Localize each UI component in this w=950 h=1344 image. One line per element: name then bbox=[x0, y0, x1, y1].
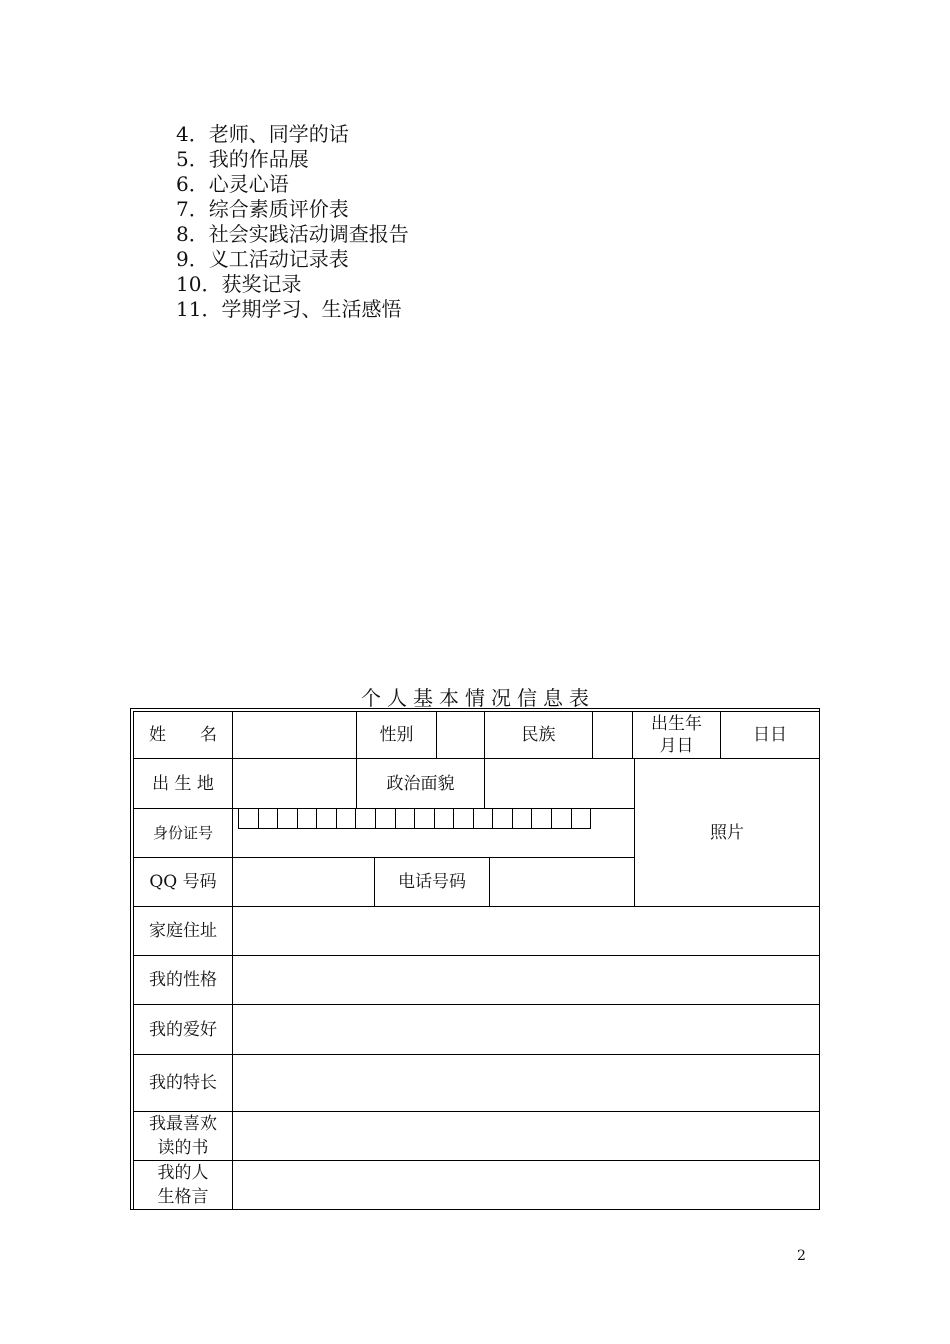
page-number: 2 bbox=[797, 1248, 806, 1264]
id-digit-box[interactable] bbox=[259, 809, 279, 828]
name-field[interactable] bbox=[233, 711, 357, 759]
id-digit-box[interactable] bbox=[317, 809, 337, 828]
id-digit-box[interactable] bbox=[376, 809, 396, 828]
specialty-label: 我的特长 bbox=[133, 1055, 233, 1112]
id-label: 身份证号 bbox=[133, 809, 233, 858]
favorite-book-label bbox=[133, 1112, 233, 1161]
table-of-contents bbox=[176, 122, 409, 322]
id-digit-box[interactable] bbox=[396, 809, 416, 828]
id-digit-box[interactable] bbox=[474, 809, 494, 828]
address-label: 家庭住址 bbox=[133, 907, 233, 956]
motto-label-line1: 我的人 bbox=[157, 1163, 209, 1183]
motto-label bbox=[133, 1161, 233, 1209]
qq-field[interactable] bbox=[233, 858, 375, 907]
id-digit-box[interactable] bbox=[572, 809, 591, 828]
id-digit-box[interactable] bbox=[493, 809, 513, 828]
toc-item: 9．义工活动记录表 bbox=[176, 247, 349, 271]
gender-label: 性别 bbox=[357, 711, 437, 759]
hobby-field[interactable] bbox=[233, 1005, 819, 1055]
form-title: 个人基本情况信息表 bbox=[361, 686, 595, 710]
gender-field[interactable] bbox=[437, 711, 485, 759]
motto-label-line2: 生格言 bbox=[157, 1187, 209, 1207]
political-field[interactable] bbox=[485, 759, 635, 809]
hobby-label: 我的爱好 bbox=[133, 1005, 233, 1055]
toc-item: 7．综合素质评价表 bbox=[176, 197, 349, 221]
phone-field[interactable] bbox=[490, 858, 635, 907]
personal-info-form bbox=[130, 708, 820, 1210]
personality-field[interactable] bbox=[233, 956, 819, 1005]
id-digit-box[interactable] bbox=[532, 809, 552, 828]
id-digit-box[interactable] bbox=[337, 809, 357, 828]
motto-field[interactable] bbox=[233, 1161, 819, 1209]
id-number-boxes[interactable] bbox=[238, 808, 591, 829]
birth-date-label-line2: 月日 bbox=[659, 736, 694, 756]
id-digit-box[interactable] bbox=[552, 809, 572, 828]
photo-area: 照片 bbox=[635, 759, 819, 907]
id-digit-box[interactable] bbox=[356, 809, 376, 828]
form-grid bbox=[133, 711, 817, 1207]
toc-item: 8．社会实践活动调查报告 bbox=[176, 222, 409, 246]
birth-date-field[interactable]: 日日 bbox=[721, 711, 819, 759]
qq-label: QQ 号码 bbox=[133, 858, 233, 907]
id-digit-box[interactable] bbox=[435, 809, 455, 828]
id-digit-box[interactable] bbox=[298, 809, 318, 828]
id-digit-box[interactable] bbox=[415, 809, 435, 828]
birth-date-label bbox=[633, 711, 721, 759]
id-digit-box[interactable] bbox=[278, 809, 298, 828]
toc-item: 10．获奖记录 bbox=[176, 272, 302, 296]
specialty-field[interactable] bbox=[233, 1055, 819, 1112]
toc-item: 11．学期学习、生活感悟 bbox=[176, 297, 402, 321]
name-label: 姓 名 bbox=[133, 711, 233, 759]
personality-label: 我的性格 bbox=[133, 956, 233, 1005]
toc-item: 6．心灵心语 bbox=[176, 172, 289, 196]
birthplace-label: 出 生 地 bbox=[133, 759, 233, 809]
phone-label: 电话号码 bbox=[375, 858, 490, 907]
favorite-book-field[interactable] bbox=[233, 1112, 819, 1161]
address-field[interactable] bbox=[233, 907, 819, 956]
favorite-book-label-line1: 我最喜欢 bbox=[149, 1114, 217, 1134]
toc-item: 5．我的作品展 bbox=[176, 147, 309, 171]
id-digit-box[interactable] bbox=[454, 809, 474, 828]
birthplace-field[interactable] bbox=[233, 759, 357, 809]
id-digit-box[interactable] bbox=[239, 809, 259, 828]
favorite-book-label-line2: 读的书 bbox=[157, 1138, 209, 1158]
toc-item: 4．老师、同学的话 bbox=[176, 122, 349, 146]
ethnicity-label: 民族 bbox=[485, 711, 593, 759]
ethnicity-field[interactable] bbox=[593, 711, 633, 759]
birth-date-label-line1: 出生年 bbox=[651, 714, 702, 734]
political-label: 政治面貌 bbox=[357, 759, 485, 809]
id-digit-box[interactable] bbox=[513, 809, 533, 828]
